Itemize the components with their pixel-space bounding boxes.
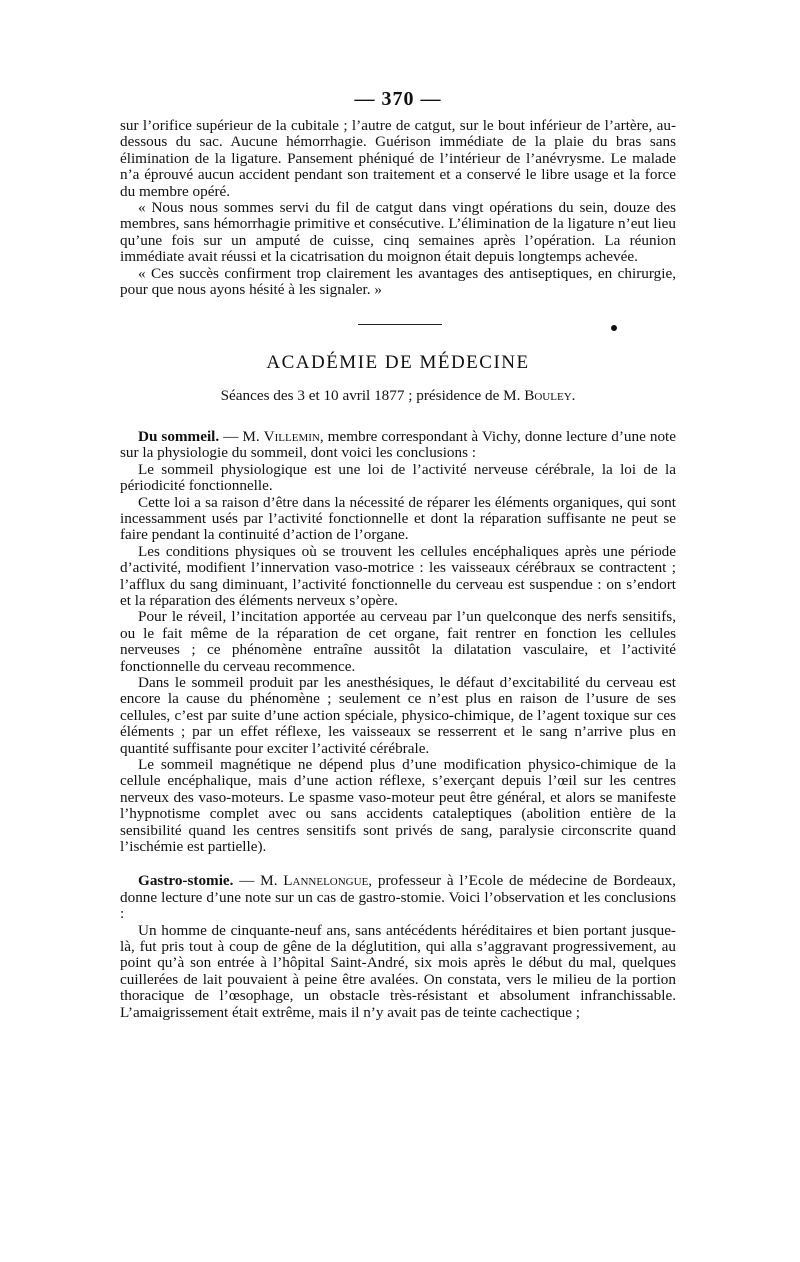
heading-dash: — M. bbox=[233, 872, 284, 890]
article-intro-gastro bbox=[120, 873, 676, 922]
author-name: Lannelongue bbox=[283, 872, 369, 890]
article-paragraph: Les conditions physiques où se trouvent les cellules encéphaliques après une période d’activité, modifient l’innervation vaso-motrice : les vaisseaux cérébraux se contractent ; l’afflux du sang diminuant, l’activité fonctionnelle du cerveau est suspendue : on s’endort et la réparation des éléments nerveux s’opère. bbox=[120, 542, 676, 609]
section-title: ACADÉMIE DE MÉDECINE bbox=[266, 352, 530, 374]
article-paragraph: Dans le sommeil produit par les anesthésiques, le défaut d’excitabilité du cerveau est encore la cause du phénomène ; seulement ce n’est plus en raison de l’usure de ses cellules, c’est par suite d’une action spéciale, physico-chimique, de l’agent toxique sur ces éléments ; par un effet réflexe, les vaisseaux se resserrent et le sang n’arrive plus en quantité suffisante pour exciter l’activité cérébrale. bbox=[120, 673, 676, 757]
intro-paragraph: « Ces succès confirment trop clairement les avantages des antiseptiques, en chirurgie, pour que nous ayons hésité à les signaler. » bbox=[120, 264, 676, 299]
article-paragraph: Pour le réveil, l’incitation apportée au cerveau par l’un quelconque des nerfs sensitifs, ou le fait même de la réparation de cet organe, fait rentrer en fonction les cellules nerveuses ; ce phénomène entraîne aussitôt la dilatation vasculaire, et l’activité fonctionnelle du cerveau recommence. bbox=[120, 608, 676, 675]
separator-rule bbox=[358, 324, 442, 325]
author-name: Villemin bbox=[263, 427, 320, 445]
intro-paragraph: « Nous nous sommes servi du fil de catgut dans vingt opérations du sein, douze des membres, sans hémorrhagie primitive et consécutive. L’élimination de la ligature n’eut lieu qu’une fois sur un amputé de cuisse, cinq semaines après l’opération. La réunion immédiate avait réussi et la cicatrisation du moignon était depuis longtemps achevée. bbox=[120, 199, 676, 266]
article-intro-text: , membre correspondant à Vichy, donne lecture d’une note sur la physiologie du sommeil, dont voici les conclusions : bbox=[120, 427, 676, 462]
article-intro-text: , professeur à l’Ecole de médecine de Bordeaux, donne lecture d’une note sur un cas de gastro-stomie. Voici l’observation et les conclusions : bbox=[120, 872, 676, 923]
session-text: Séances des 3 et 10 avril 1877 ; présidence de M. bbox=[220, 387, 525, 405]
section-separator bbox=[120, 312, 676, 336]
article-heading: Gastro-stomie. bbox=[138, 872, 234, 890]
document-page bbox=[120, 88, 676, 1021]
ink-dot bbox=[611, 325, 617, 331]
heading-dash: — M. bbox=[219, 427, 264, 445]
article-paragraph: Le sommeil physiologique est une loi de l’activité nerveuse cérébrale, la loi de la périodicité fonctionnelle. bbox=[120, 460, 676, 495]
article-paragraph: Cette loi a sa raison d’être dans la nécessité de réparer les éléments organiques, qui sont incessamment usés par l’activité fonctionnelle et dont la réparation suffisante ne peut se faire pendant la continuité d’action de l’organe. bbox=[120, 493, 676, 544]
article-paragraph: Le sommeil magnétique ne dépend plus d’une modification physico-chimique de la cellule encéphalique, mais d’une action réflexe, s’exerçant depuis l’œil sur les centres nerveux des vaso-moteurs. Le spasme vaso-moteur peut être général, et alors se manifeste l’hypnotisme complet avec ou sans accidents cataleptiques (abolition entière de la sensibilité quand les centres sensitifs sont privés de sang, paralysie circonscrite quand l’ischémie est partielle). bbox=[120, 756, 676, 856]
page-number: — 370 — bbox=[354, 88, 442, 110]
article-intro-sommeil bbox=[120, 429, 676, 462]
article-paragraph: Un homme de cinquante-neuf ans, sans antécédents héréditaires et bien portant jusque-là, fut pris tout à coup de gêne de la déglutition, qui alla s’aggravant progressivement, au point qu’à son entrée à l’hôpital Saint-André, six mois après le début du mal, quelques cuillerées de lait pouvaient à peine être avalées. On constata, vers le milieu de la portion thoracique de l’œsophage, un obstacle très-résistant et absolument infranchissable. L’amaigrissement était extrême, mais il n’y avait pas de teinte cachectique ; bbox=[120, 921, 676, 1021]
president-name: Bouley. bbox=[524, 387, 576, 405]
session-line bbox=[120, 388, 676, 404]
article-heading: Du sommeil. bbox=[138, 427, 220, 445]
intro-paragraph: sur l’orifice supérieur de la cubitale ; l’autre de catgut, sur le bout inférieur de l’artère, au-dessous du sac. Aucune hémorrhagie. Guérison immédiate de la plaie du bras sans élimination de la ligature. Pansement phéniqué de l’intérieur de l’anévrysme. Le malade n’a éprouvé aucun accident pendant son traitement et a conservé le libre usage et la force du membre opéré. bbox=[120, 117, 676, 200]
